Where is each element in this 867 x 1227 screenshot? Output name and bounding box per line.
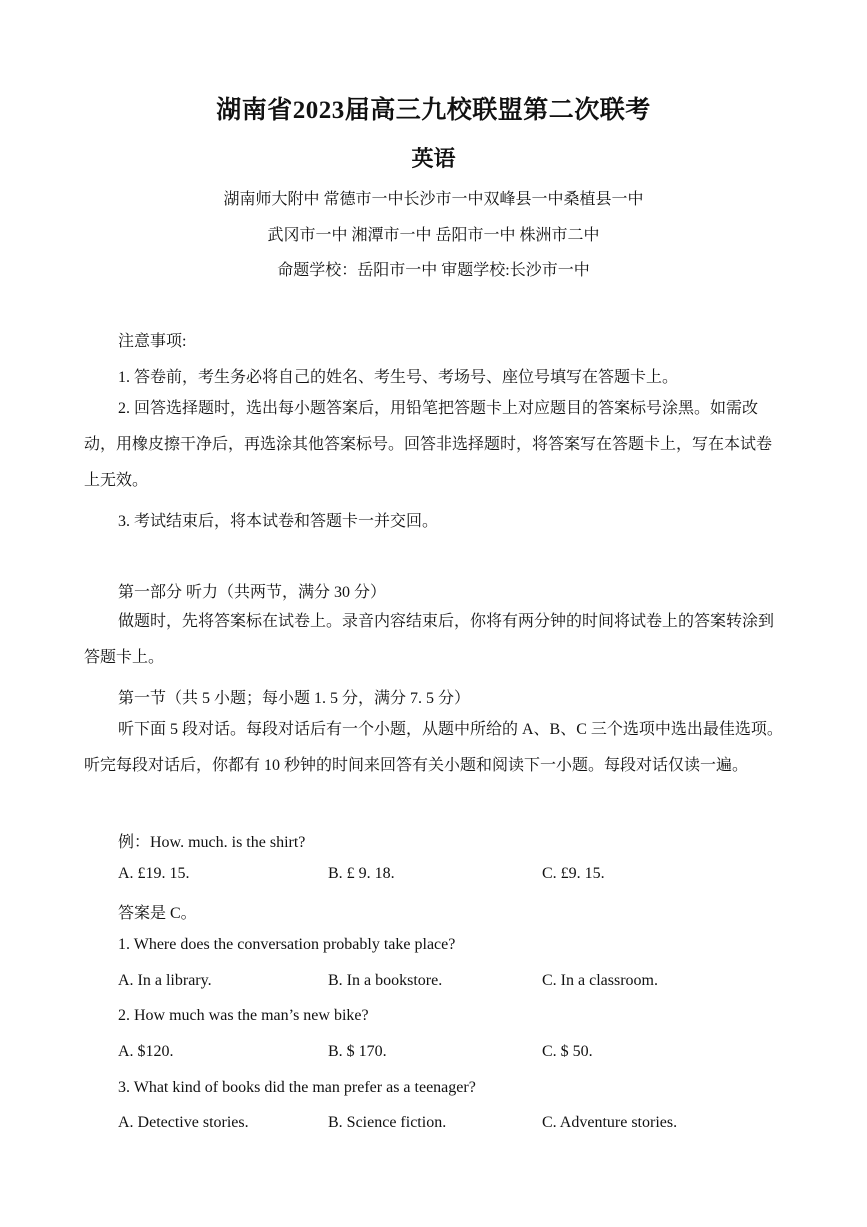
- subject-title: 英语: [411, 146, 456, 171]
- schools-line-1: 湖南师大附中 常德市一中长沙市一中双峰县一中桑植县一中: [223, 191, 644, 208]
- example-question: 例：How. much. is the shirt?: [118, 834, 306, 851]
- section1-instruction: 听下面 5 段对话。每段对话后有一个小题，从题中所给的 A、B、C 三个选项中选出最佳选项。听完每段对话后，你都有 10 秒钟的时间来回答有关小题和阅读下一小题。每段对话仅读一遍。: [84, 721, 783, 774]
- q2-option-a: A. $120.: [118, 1043, 174, 1060]
- q1-option-a: A. In a library.: [118, 972, 212, 989]
- part1-instruction: 做题时，先将答案标在试卷上。录音内容结束后，你将有两分钟的时间将试卷上的答案转涂到答题卡上。: [84, 613, 775, 666]
- example-option-b: B. £ 9. 18.: [328, 865, 395, 882]
- note-item-3: 3. 考试结束后，将本试卷和答题卡一并交回。: [118, 513, 439, 530]
- page-title: 湖南省2023届高三九校联盟第二次联考: [216, 97, 651, 124]
- example-option-c: C. £9. 15.: [542, 865, 605, 882]
- question-2: 2. How much was the man’s new bike?: [118, 1007, 369, 1024]
- q1-option-b: B. In a bookstore.: [328, 972, 443, 989]
- setter-schools: 命题学校：岳阳市一中 审题学校:长沙市一中: [277, 262, 590, 279]
- schools-line-2: 武冈市一中 湘潭市一中 岳阳市一中 株洲市二中: [267, 227, 600, 244]
- note-item-1: 1. 答卷前，考生务必将自己的姓名、考生号、考场号、座位号填写在答题卡上。: [118, 369, 679, 386]
- note-item-2: 2. 回答选择题时，选出每小题答案后，用铅笔把答题卡上对应题目的答案标号涂黑。如需改动，用橡皮擦干净后，再选涂其他答案标号。回答非选择题时，将答案写在答题卡上，写在本试卷上无效。: [84, 400, 773, 489]
- part1-heading: 第一部分 听力（共两节，满分 30 分）: [118, 584, 387, 601]
- example-answer: 答案是 C。: [118, 905, 197, 922]
- question-3: 3. What kind of books did the man prefer as a teenager?: [118, 1079, 476, 1096]
- question-1: 1. Where does the conversation probably take place?: [118, 936, 456, 953]
- q3-option-c: C. Adventure stories.: [542, 1114, 678, 1131]
- example-option-a: A. £19. 15.: [118, 865, 190, 882]
- q3-option-b: B. Science fiction.: [328, 1114, 447, 1131]
- q3-option-a: A. Detective stories.: [118, 1114, 249, 1131]
- q2-option-c: C. $ 50.: [542, 1043, 593, 1060]
- q2-option-b: B. $ 170.: [328, 1043, 387, 1060]
- section1-heading: 第一节（共 5 小题；每小题 1. 5 分，满分 7. 5 分）: [118, 690, 471, 707]
- q1-option-c: C. In a classroom.: [542, 972, 658, 989]
- notes-heading: 注意事项:: [118, 333, 187, 350]
